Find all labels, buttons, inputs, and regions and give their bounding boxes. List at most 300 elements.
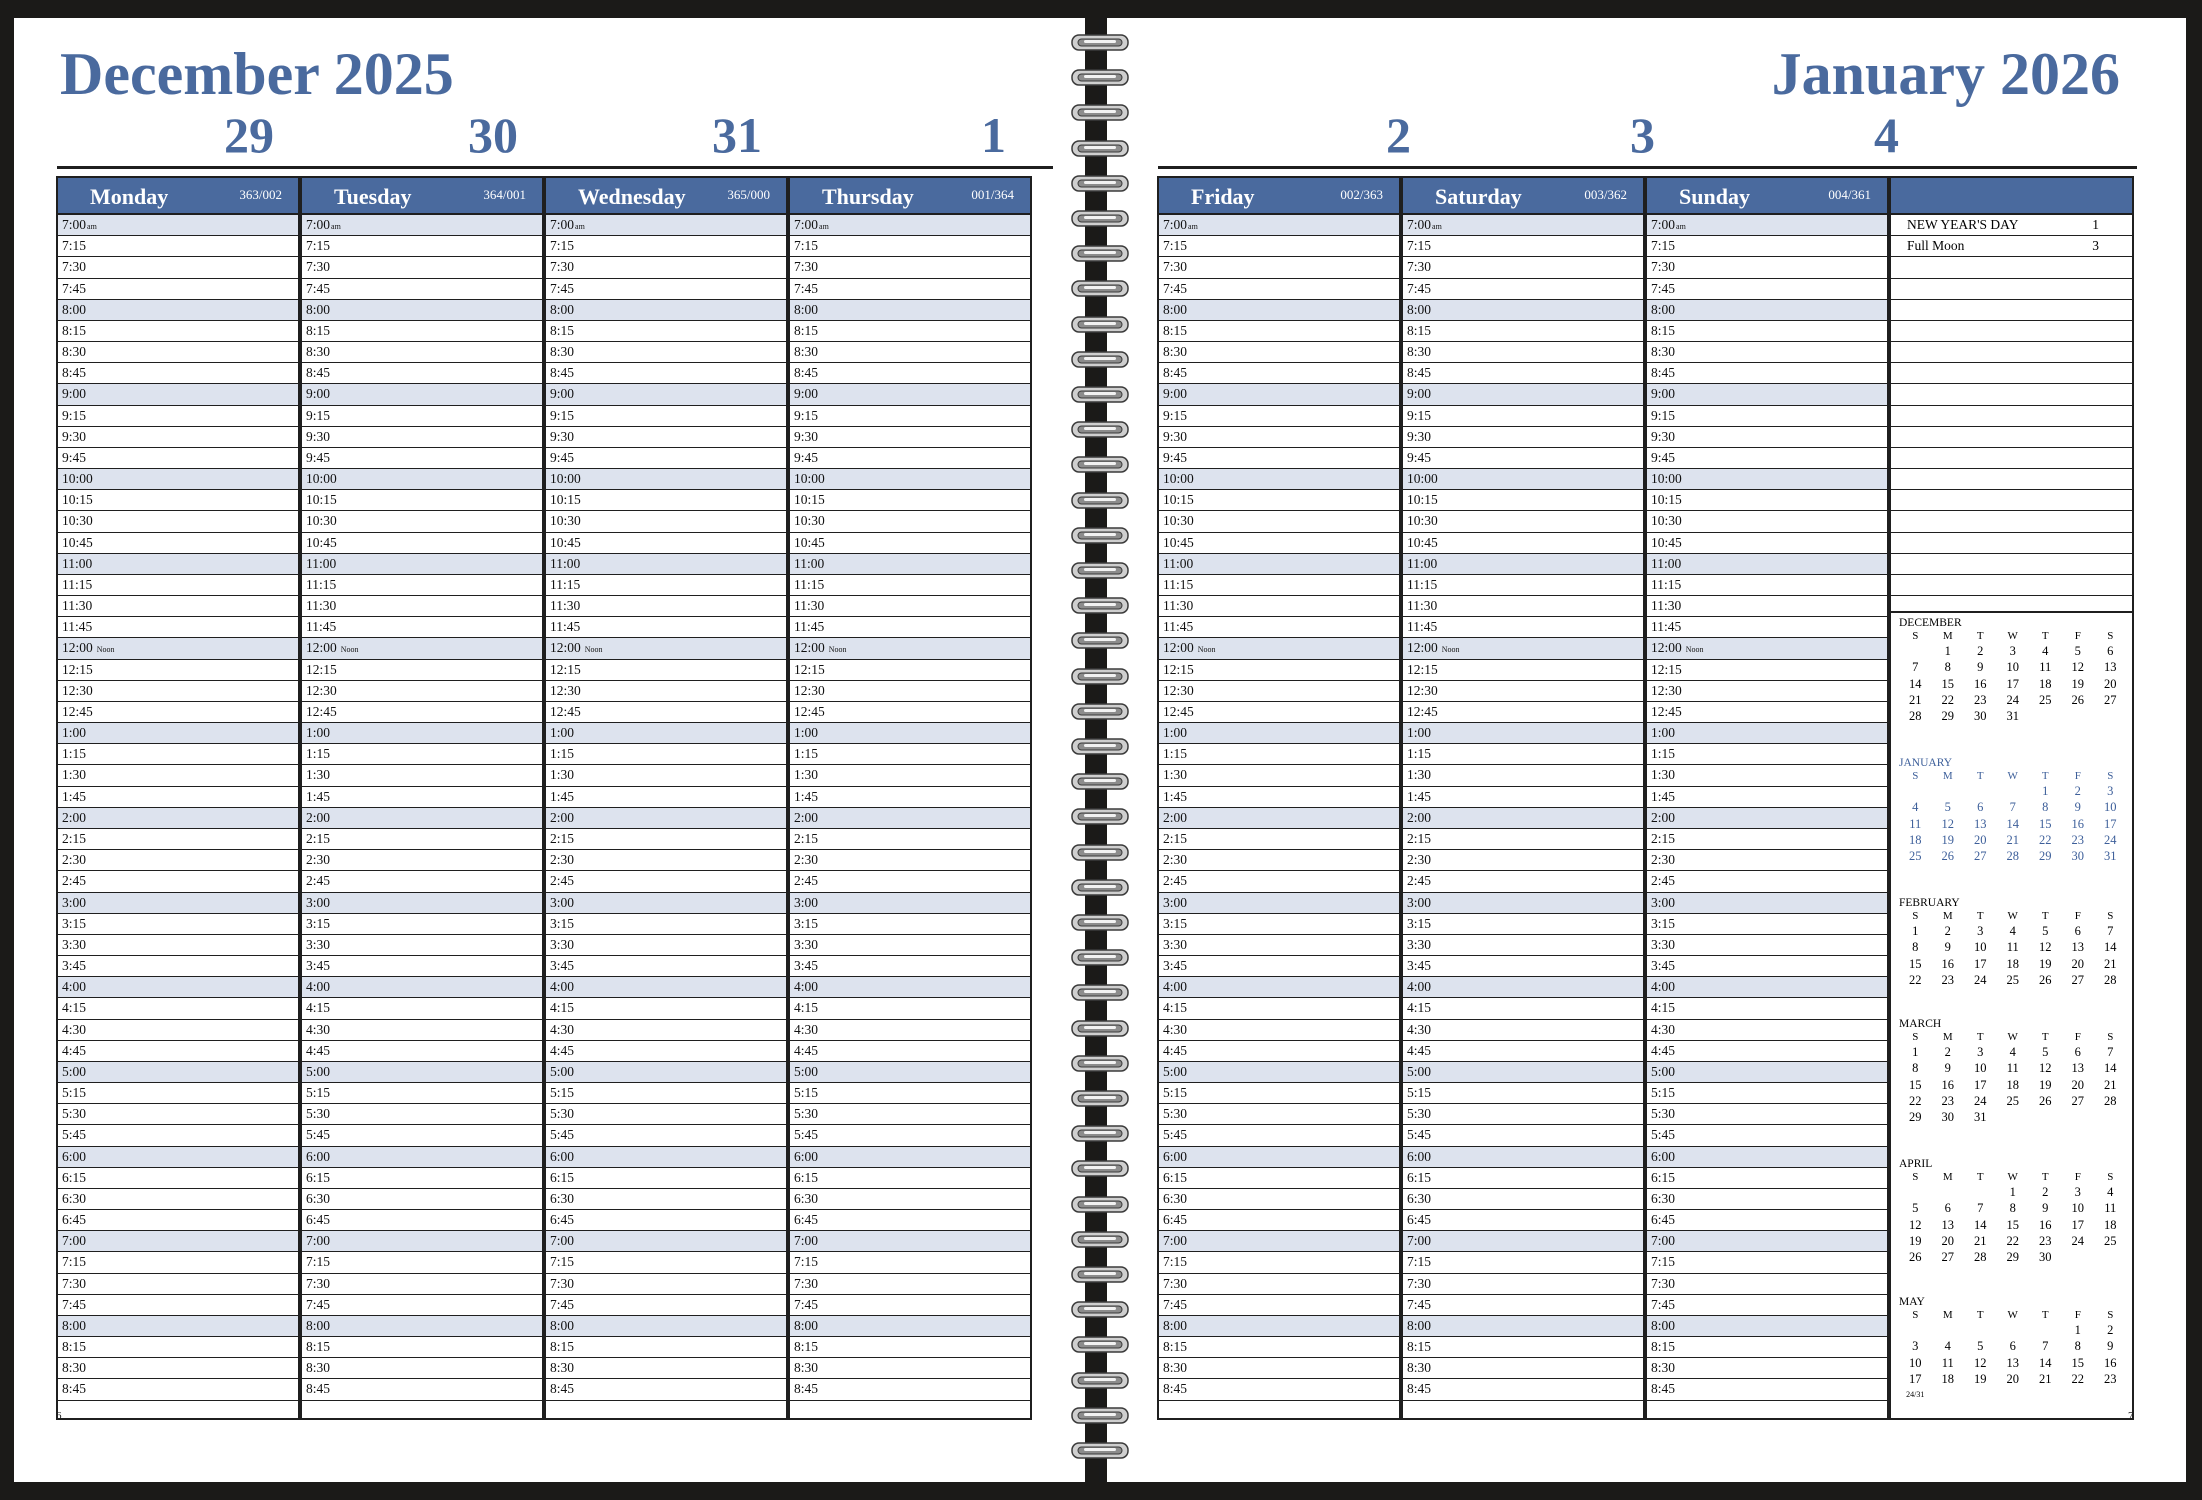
time-slot[interactable]: [546, 1083, 786, 1104]
time-slot[interactable]: [1403, 850, 1643, 871]
time-slot[interactable]: [790, 1062, 1030, 1083]
time-slot[interactable]: [546, 406, 786, 427]
time-slot[interactable]: [1647, 914, 1887, 935]
time-slot[interactable]: [790, 215, 1030, 236]
time-slot[interactable]: [1403, 1125, 1643, 1146]
time-slot[interactable]: [302, 406, 542, 427]
time-slot[interactable]: [1647, 511, 1887, 532]
time-slot[interactable]: [546, 1358, 786, 1379]
time-slot[interactable]: [302, 1316, 542, 1337]
time-slot[interactable]: [790, 511, 1030, 532]
time-slot[interactable]: [1403, 871, 1643, 892]
time-slot[interactable]: [302, 1020, 542, 1041]
time-slot[interactable]: [302, 660, 542, 681]
time-slot[interactable]: [1647, 617, 1887, 638]
time-slot[interactable]: [546, 914, 786, 935]
time-slot[interactable]: [546, 871, 786, 892]
time-slot[interactable]: [1159, 660, 1399, 681]
time-slot[interactable]: [302, 511, 542, 532]
time-slot[interactable]: [1403, 363, 1643, 384]
time-slot[interactable]: [1647, 1062, 1887, 1083]
time-slot[interactable]: [302, 935, 542, 956]
time-slot[interactable]: [58, 1316, 298, 1337]
time-slot[interactable]: [1647, 533, 1887, 554]
time-slot[interactable]: [58, 660, 298, 681]
time-slot[interactable]: [790, 977, 1030, 998]
time-slot[interactable]: [1403, 1041, 1643, 1062]
time-slot[interactable]: [790, 257, 1030, 278]
time-slot[interactable]: [1647, 1147, 1887, 1168]
time-slot[interactable]: [790, 1210, 1030, 1231]
time-slot[interactable]: [302, 638, 542, 659]
time-slot[interactable]: [1159, 1252, 1399, 1273]
time-slot[interactable]: [1403, 893, 1643, 914]
time-slot[interactable]: [58, 893, 298, 914]
time-slot[interactable]: [1403, 215, 1643, 236]
time-slot[interactable]: [546, 829, 786, 850]
time-slot[interactable]: [58, 744, 298, 765]
time-slot[interactable]: [58, 257, 298, 278]
time-slot[interactable]: [1647, 215, 1887, 236]
time-slot[interactable]: [1647, 765, 1887, 786]
time-slot[interactable]: [1647, 1020, 1887, 1041]
time-slot[interactable]: [58, 1210, 298, 1231]
time-slot[interactable]: [1647, 1295, 1887, 1316]
note-line[interactable]: [1891, 384, 2132, 405]
time-slot[interactable]: [58, 850, 298, 871]
time-slot[interactable]: [790, 448, 1030, 469]
time-slot[interactable]: [1403, 617, 1643, 638]
time-slot[interactable]: [1159, 1062, 1399, 1083]
time-slot[interactable]: [546, 427, 786, 448]
time-slot[interactable]: [302, 850, 542, 871]
time-slot[interactable]: [546, 342, 786, 363]
time-slot[interactable]: [302, 1189, 542, 1210]
time-slot[interactable]: [546, 1189, 786, 1210]
time-slot[interactable]: [1159, 575, 1399, 596]
time-slot[interactable]: [1403, 1083, 1643, 1104]
time-slot[interactable]: [58, 533, 298, 554]
time-slot[interactable]: [302, 1274, 542, 1295]
time-slot[interactable]: [1159, 427, 1399, 448]
time-slot[interactable]: [790, 596, 1030, 617]
time-slot[interactable]: [546, 1379, 786, 1400]
time-slot[interactable]: [302, 1337, 542, 1358]
time-slot[interactable]: [302, 321, 542, 342]
time-slot[interactable]: [1403, 321, 1643, 342]
time-slot[interactable]: [1403, 1316, 1643, 1337]
time-slot[interactable]: [1159, 1337, 1399, 1358]
time-slot[interactable]: [1647, 787, 1887, 808]
time-slot[interactable]: [302, 893, 542, 914]
time-slot[interactable]: [790, 1231, 1030, 1252]
time-slot[interactable]: [58, 427, 298, 448]
time-slot[interactable]: [1403, 744, 1643, 765]
time-slot[interactable]: [546, 787, 786, 808]
time-slot[interactable]: [58, 935, 298, 956]
time-slot[interactable]: [302, 469, 542, 490]
time-slot[interactable]: [1403, 808, 1643, 829]
time-slot[interactable]: [1159, 935, 1399, 956]
time-slot[interactable]: [1647, 660, 1887, 681]
time-slot[interactable]: [790, 660, 1030, 681]
time-slot[interactable]: [1647, 935, 1887, 956]
time-slot[interactable]: [58, 829, 298, 850]
time-slot[interactable]: [58, 1379, 298, 1400]
time-slot[interactable]: [546, 765, 786, 786]
time-slot[interactable]: [546, 1062, 786, 1083]
time-slot[interactable]: [58, 1104, 298, 1125]
time-slot[interactable]: [790, 406, 1030, 427]
time-slot[interactable]: [790, 681, 1030, 702]
time-slot[interactable]: [546, 1274, 786, 1295]
note-line[interactable]: [1891, 215, 2132, 236]
time-slot[interactable]: [1159, 638, 1399, 659]
time-slot[interactable]: [1403, 1062, 1643, 1083]
time-slot[interactable]: [790, 342, 1030, 363]
time-slot[interactable]: [1647, 1041, 1887, 1062]
time-slot[interactable]: [1647, 998, 1887, 1019]
time-slot[interactable]: [1403, 406, 1643, 427]
time-slot[interactable]: [1647, 871, 1887, 892]
time-slot[interactable]: [1647, 850, 1887, 871]
time-slot[interactable]: [1403, 448, 1643, 469]
time-slot[interactable]: [1647, 1316, 1887, 1337]
time-slot[interactable]: [546, 321, 786, 342]
time-slot[interactable]: [1159, 744, 1399, 765]
time-slot[interactable]: [546, 1125, 786, 1146]
time-slot[interactable]: [1403, 469, 1643, 490]
time-slot[interactable]: [1403, 1020, 1643, 1041]
time-slot[interactable]: [790, 998, 1030, 1019]
time-slot[interactable]: [58, 321, 298, 342]
time-slot[interactable]: [790, 363, 1030, 384]
time-slot[interactable]: [546, 1295, 786, 1316]
time-slot[interactable]: [58, 469, 298, 490]
time-slot[interactable]: [546, 1104, 786, 1125]
time-slot[interactable]: [1159, 1168, 1399, 1189]
time-slot[interactable]: [1403, 977, 1643, 998]
time-slot[interactable]: [1403, 384, 1643, 405]
time-slot[interactable]: [1403, 596, 1643, 617]
time-slot[interactable]: [546, 490, 786, 511]
time-slot[interactable]: [546, 448, 786, 469]
time-slot[interactable]: [58, 914, 298, 935]
time-slot[interactable]: [790, 914, 1030, 935]
time-slot[interactable]: [58, 1020, 298, 1041]
time-slot[interactable]: [1159, 406, 1399, 427]
time-slot[interactable]: [1403, 1231, 1643, 1252]
time-slot[interactable]: [1159, 1379, 1399, 1400]
time-slot[interactable]: [790, 1358, 1030, 1379]
time-slot[interactable]: [1647, 723, 1887, 744]
time-slot[interactable]: [1159, 998, 1399, 1019]
time-slot[interactable]: [1159, 787, 1399, 808]
time-slot[interactable]: [1159, 914, 1399, 935]
time-slot[interactable]: [790, 321, 1030, 342]
time-slot[interactable]: [302, 596, 542, 617]
time-slot[interactable]: [1159, 342, 1399, 363]
time-slot[interactable]: [58, 1231, 298, 1252]
note-line[interactable]: [1891, 406, 2132, 427]
time-slot[interactable]: [790, 1316, 1030, 1337]
time-slot[interactable]: [1403, 660, 1643, 681]
time-slot[interactable]: [1647, 427, 1887, 448]
time-slot[interactable]: [58, 363, 298, 384]
time-slot[interactable]: [1403, 723, 1643, 744]
time-slot[interactable]: [302, 1125, 542, 1146]
time-slot[interactable]: [58, 787, 298, 808]
time-slot[interactable]: [546, 1020, 786, 1041]
time-slot[interactable]: [1647, 236, 1887, 257]
time-slot[interactable]: [1403, 511, 1643, 532]
time-slot[interactable]: [302, 1041, 542, 1062]
time-slot[interactable]: [1647, 808, 1887, 829]
time-slot[interactable]: [1647, 1125, 1887, 1146]
time-slot[interactable]: [790, 490, 1030, 511]
time-slot[interactable]: [546, 1231, 786, 1252]
time-slot[interactable]: [1159, 1083, 1399, 1104]
time-slot[interactable]: [1159, 554, 1399, 575]
time-slot[interactable]: [546, 554, 786, 575]
time-slot[interactable]: [1647, 1252, 1887, 1273]
time-slot[interactable]: [58, 808, 298, 829]
time-slot[interactable]: [1403, 236, 1643, 257]
time-slot[interactable]: [1647, 1104, 1887, 1125]
time-slot[interactable]: [546, 660, 786, 681]
time-slot[interactable]: [1647, 1083, 1887, 1104]
time-slot[interactable]: [58, 406, 298, 427]
time-slot[interactable]: [302, 1062, 542, 1083]
time-slot[interactable]: [546, 257, 786, 278]
time-slot[interactable]: [58, 1295, 298, 1316]
time-slot[interactable]: [546, 215, 786, 236]
time-slot[interactable]: [58, 1252, 298, 1273]
time-slot[interactable]: [302, 279, 542, 300]
time-slot[interactable]: [790, 638, 1030, 659]
note-line[interactable]: [1891, 257, 2132, 278]
time-slot[interactable]: [1403, 575, 1643, 596]
time-slot[interactable]: [790, 1083, 1030, 1104]
time-slot[interactable]: [302, 914, 542, 935]
note-line[interactable]: [1891, 236, 2132, 257]
time-slot[interactable]: [58, 1041, 298, 1062]
time-slot[interactable]: [1647, 702, 1887, 723]
time-slot[interactable]: [1159, 723, 1399, 744]
time-slot[interactable]: [790, 1379, 1030, 1400]
time-slot[interactable]: [1159, 215, 1399, 236]
time-slot[interactable]: [1159, 511, 1399, 532]
time-slot[interactable]: [58, 702, 298, 723]
time-slot[interactable]: [546, 977, 786, 998]
time-slot[interactable]: [1159, 279, 1399, 300]
time-slot[interactable]: [302, 787, 542, 808]
time-slot[interactable]: [546, 1041, 786, 1062]
time-slot[interactable]: [1647, 575, 1887, 596]
time-slot[interactable]: [790, 554, 1030, 575]
time-slot[interactable]: [1159, 490, 1399, 511]
time-slot[interactable]: [1647, 1337, 1887, 1358]
time-slot[interactable]: [546, 850, 786, 871]
time-slot[interactable]: [1403, 1358, 1643, 1379]
time-slot[interactable]: [1403, 935, 1643, 956]
time-slot[interactable]: [58, 681, 298, 702]
time-slot[interactable]: [546, 723, 786, 744]
time-slot[interactable]: [302, 744, 542, 765]
time-slot[interactable]: [1403, 1337, 1643, 1358]
time-slot[interactable]: [546, 469, 786, 490]
note-line[interactable]: [1891, 363, 2132, 384]
time-slot[interactable]: [1647, 384, 1887, 405]
time-slot[interactable]: [1159, 1041, 1399, 1062]
time-slot[interactable]: [302, 533, 542, 554]
time-slot[interactable]: [58, 1274, 298, 1295]
time-slot[interactable]: [58, 1189, 298, 1210]
time-slot[interactable]: [546, 893, 786, 914]
time-slot[interactable]: [1647, 554, 1887, 575]
time-slot[interactable]: [1647, 1210, 1887, 1231]
time-slot[interactable]: [58, 236, 298, 257]
time-slot[interactable]: [790, 1252, 1030, 1273]
time-slot[interactable]: [546, 935, 786, 956]
time-slot[interactable]: [58, 215, 298, 236]
time-slot[interactable]: [1647, 1379, 1887, 1400]
time-slot[interactable]: [302, 236, 542, 257]
time-slot[interactable]: [546, 1168, 786, 1189]
time-slot[interactable]: [58, 956, 298, 977]
time-slot[interactable]: [302, 723, 542, 744]
time-slot[interactable]: [546, 575, 786, 596]
time-slot[interactable]: [1403, 257, 1643, 278]
time-slot[interactable]: [1159, 1231, 1399, 1252]
time-slot[interactable]: [1159, 617, 1399, 638]
time-slot[interactable]: [790, 575, 1030, 596]
time-slot[interactable]: [1403, 1168, 1643, 1189]
time-slot[interactable]: [58, 638, 298, 659]
time-slot[interactable]: [1159, 363, 1399, 384]
time-slot[interactable]: [302, 427, 542, 448]
time-slot[interactable]: [546, 744, 786, 765]
time-slot[interactable]: [1159, 850, 1399, 871]
time-slot[interactable]: [1403, 490, 1643, 511]
time-slot[interactable]: [58, 1358, 298, 1379]
time-slot[interactable]: [1647, 744, 1887, 765]
time-slot[interactable]: [1403, 702, 1643, 723]
time-slot[interactable]: [1159, 1125, 1399, 1146]
time-slot[interactable]: [302, 871, 542, 892]
time-slot[interactable]: [1403, 681, 1643, 702]
time-slot[interactable]: [546, 533, 786, 554]
time-slot[interactable]: [58, 998, 298, 1019]
time-slot[interactable]: [58, 617, 298, 638]
time-slot[interactable]: [1159, 384, 1399, 405]
time-slot[interactable]: [1159, 808, 1399, 829]
time-slot[interactable]: [302, 384, 542, 405]
time-slot[interactable]: [302, 490, 542, 511]
time-slot[interactable]: [1647, 469, 1887, 490]
time-slot[interactable]: [302, 1168, 542, 1189]
time-slot[interactable]: [1647, 406, 1887, 427]
time-slot[interactable]: [790, 279, 1030, 300]
time-slot[interactable]: [58, 871, 298, 892]
time-slot[interactable]: [1647, 596, 1887, 617]
time-slot[interactable]: [790, 1337, 1030, 1358]
time-slot[interactable]: [302, 1147, 542, 1168]
time-slot[interactable]: [1403, 533, 1643, 554]
time-slot[interactable]: [1159, 1189, 1399, 1210]
time-slot[interactable]: [1647, 956, 1887, 977]
time-slot[interactable]: [58, 448, 298, 469]
time-slot[interactable]: [546, 702, 786, 723]
time-slot[interactable]: [1647, 1358, 1887, 1379]
time-slot[interactable]: [302, 1104, 542, 1125]
time-slot[interactable]: [1159, 681, 1399, 702]
note-line[interactable]: [1891, 321, 2132, 342]
time-slot[interactable]: [1159, 321, 1399, 342]
time-slot[interactable]: [546, 808, 786, 829]
time-slot[interactable]: [58, 977, 298, 998]
time-slot[interactable]: [302, 765, 542, 786]
time-slot[interactable]: [58, 1337, 298, 1358]
time-slot[interactable]: [790, 1168, 1030, 1189]
time-slot[interactable]: [546, 279, 786, 300]
time-slot[interactable]: [1159, 956, 1399, 977]
time-slot[interactable]: [58, 1147, 298, 1168]
time-slot[interactable]: [302, 575, 542, 596]
time-slot[interactable]: [1403, 829, 1643, 850]
time-slot[interactable]: [1647, 681, 1887, 702]
time-slot[interactable]: [1403, 1274, 1643, 1295]
time-slot[interactable]: [58, 575, 298, 596]
time-slot[interactable]: [1403, 300, 1643, 321]
time-slot[interactable]: [790, 956, 1030, 977]
time-slot[interactable]: [1403, 1189, 1643, 1210]
time-slot[interactable]: [1647, 363, 1887, 384]
time-slot[interactable]: [58, 723, 298, 744]
note-line[interactable]: [1891, 448, 2132, 469]
time-slot[interactable]: [1159, 300, 1399, 321]
time-slot[interactable]: [58, 1062, 298, 1083]
time-slot[interactable]: [790, 1189, 1030, 1210]
time-slot[interactable]: [302, 448, 542, 469]
time-slot[interactable]: [1403, 1147, 1643, 1168]
time-slot[interactable]: [58, 342, 298, 363]
time-slot[interactable]: [1159, 596, 1399, 617]
time-slot[interactable]: [546, 1147, 786, 1168]
time-slot[interactable]: [1403, 998, 1643, 1019]
time-slot[interactable]: [546, 596, 786, 617]
time-slot[interactable]: [1159, 257, 1399, 278]
time-slot[interactable]: [1647, 893, 1887, 914]
time-slot[interactable]: [1403, 427, 1643, 448]
note-line[interactable]: [1891, 554, 2132, 575]
time-slot[interactable]: [1403, 914, 1643, 935]
time-slot[interactable]: [1647, 1274, 1887, 1295]
time-slot[interactable]: [302, 1379, 542, 1400]
time-slot[interactable]: [1159, 871, 1399, 892]
time-slot[interactable]: [790, 787, 1030, 808]
time-slot[interactable]: [546, 638, 786, 659]
time-slot[interactable]: [1403, 342, 1643, 363]
time-slot[interactable]: [546, 363, 786, 384]
time-slot[interactable]: [1159, 1274, 1399, 1295]
note-line[interactable]: [1891, 469, 2132, 490]
time-slot[interactable]: [1159, 1316, 1399, 1337]
time-slot[interactable]: [790, 702, 1030, 723]
time-slot[interactable]: [790, 1147, 1030, 1168]
time-slot[interactable]: [1159, 448, 1399, 469]
time-slot[interactable]: [302, 1083, 542, 1104]
